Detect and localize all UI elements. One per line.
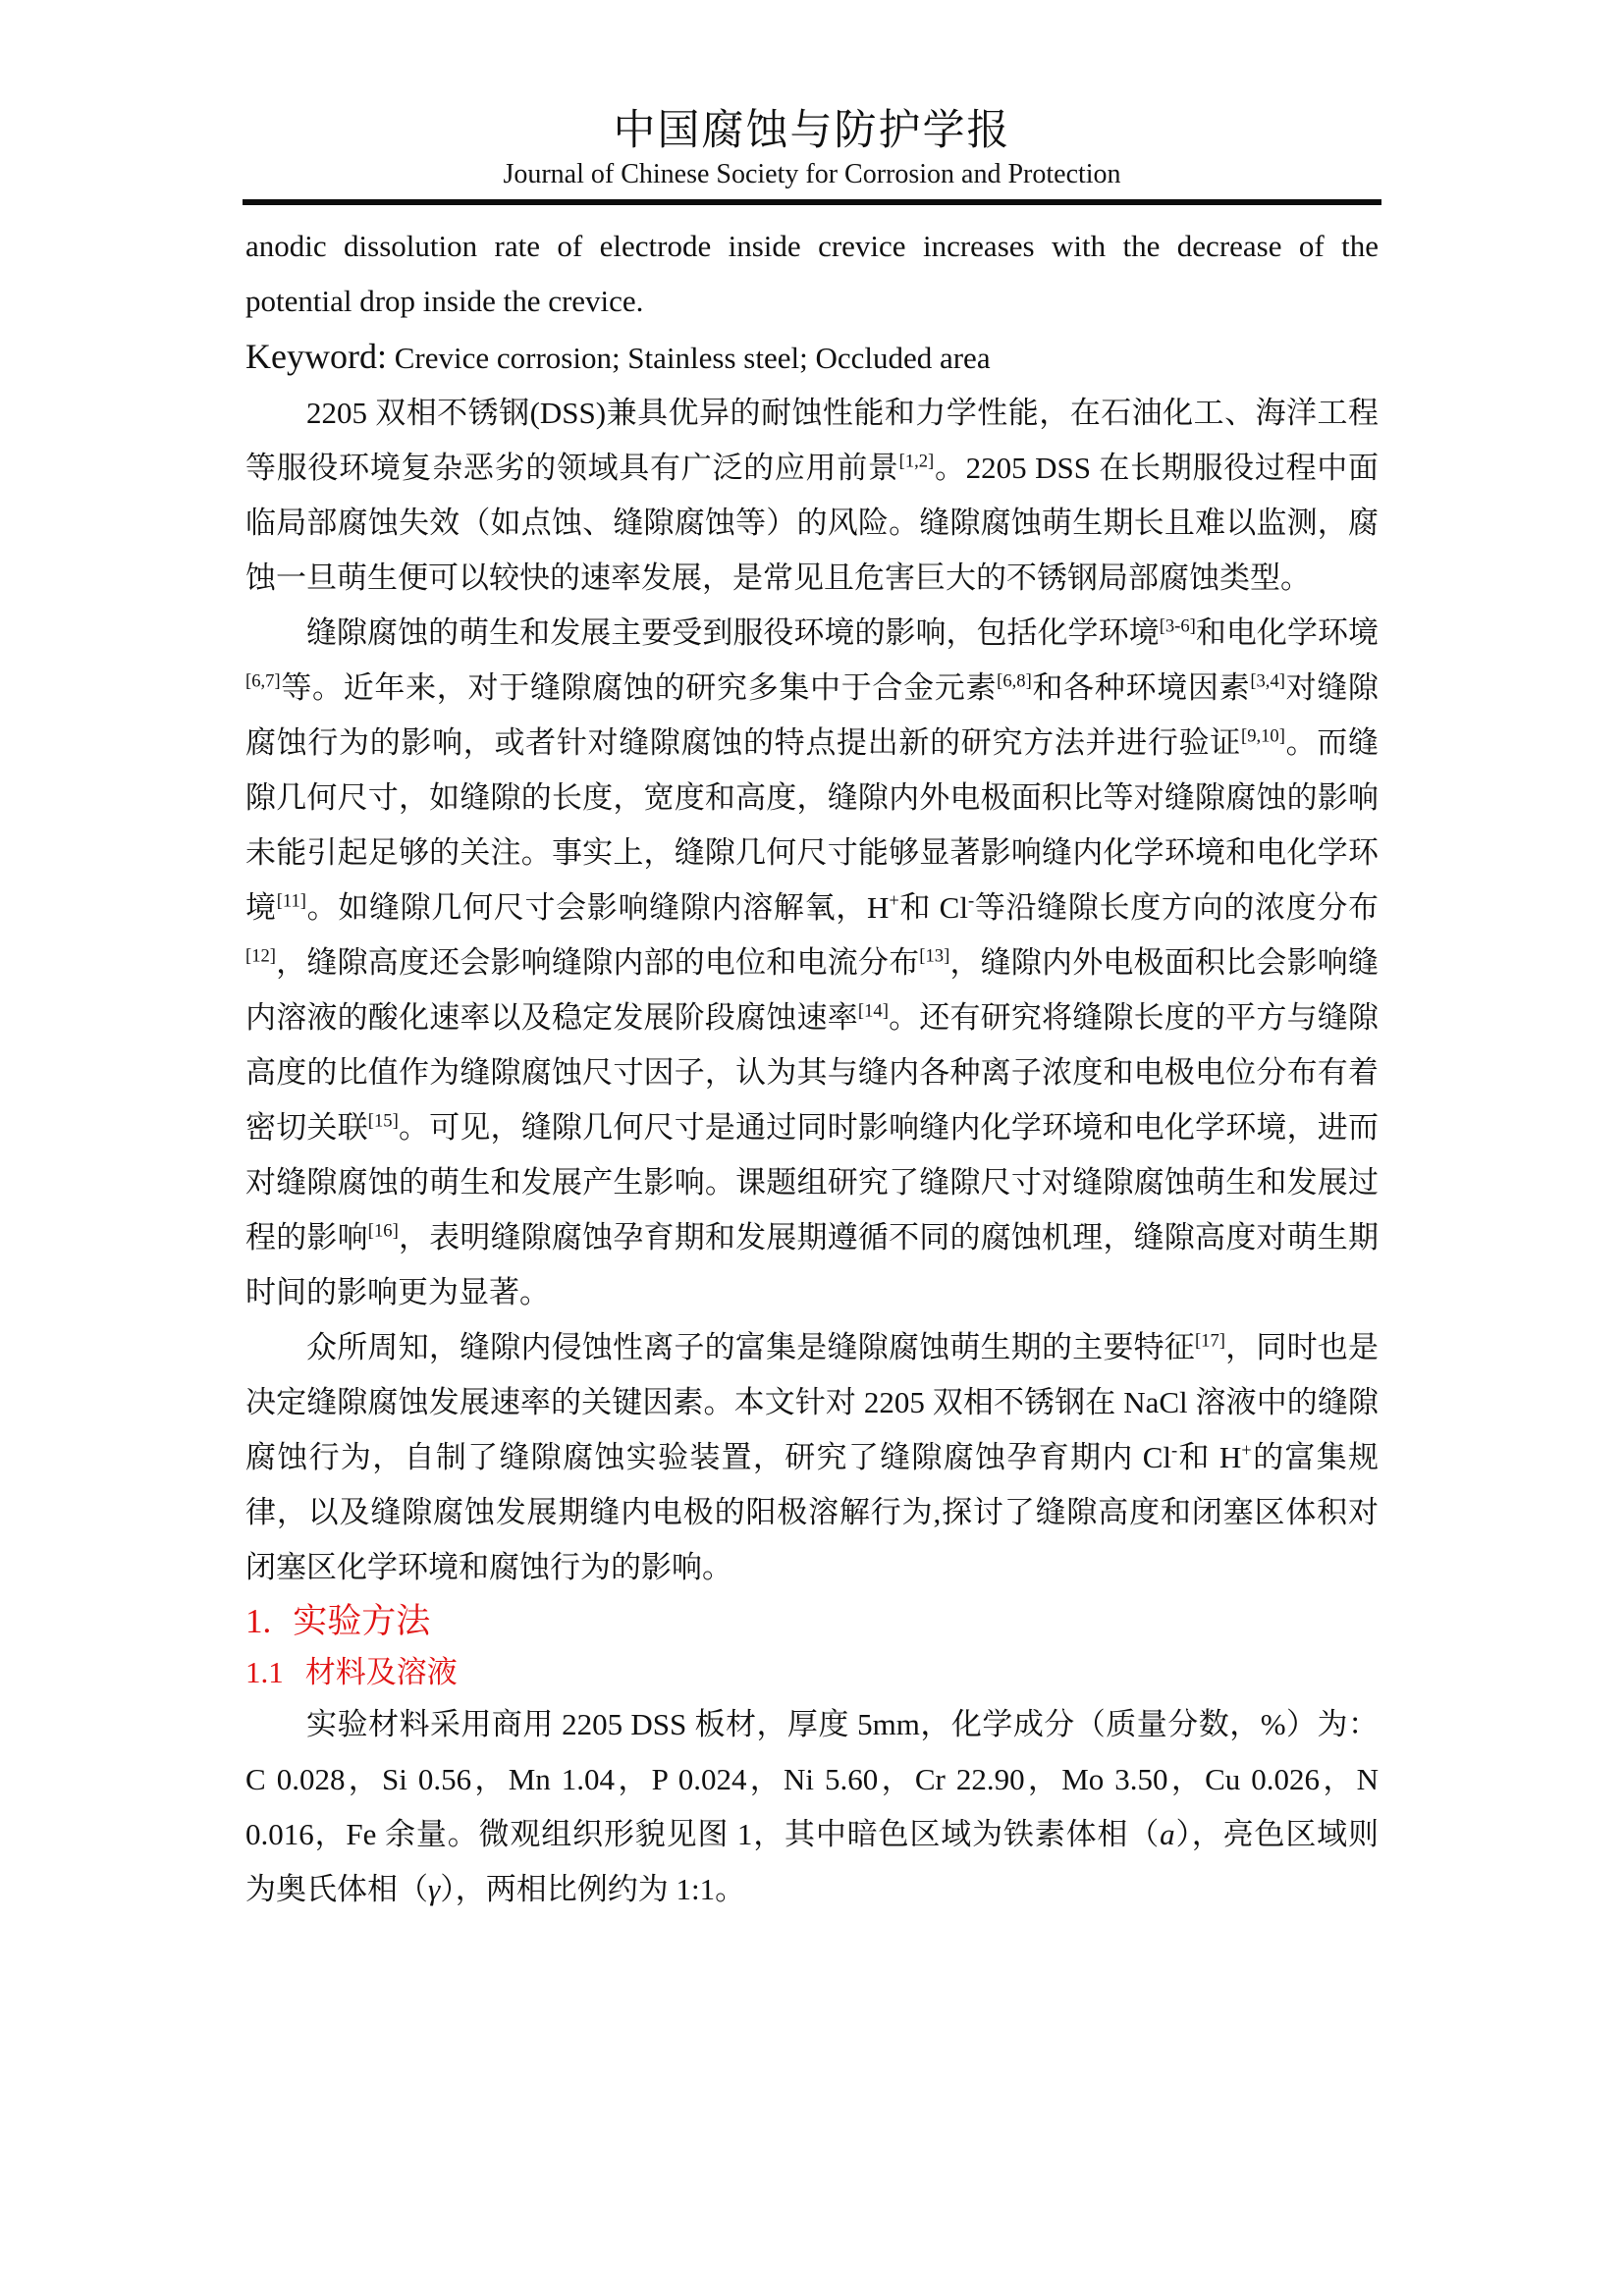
paragraph-materials: 实验材料采用商用 2205 DSS 板材，厚度 5mm，化学成分（质量分数，%）为：C 0.028，Si 0.56，Mn 1.04，P 0.024，Ni 5.60，Cr 22.90，Mo 3.50，Cu 0.026，N 0.016，Fe 余量。微观组织形貌见图 1，其中暗色区域为铁素体相（a），亮色区域则为奥氏体相（γ），两相比例约为 1:1。 <box>245 1707 1380 1906</box>
journal-header <box>0 0 1624 205</box>
section-heading-1-1-title: 材料及溶液 <box>304 1655 458 1689</box>
keyword-label: Keyword: <box>245 337 387 376</box>
section-heading-1 <box>245 1595 1379 1648</box>
section-heading-1-title: 实验方法 <box>293 1602 431 1640</box>
journal-title-en: Journal of Chinese Society for Corrosion and Protection <box>503 159 1121 189</box>
header-rule <box>243 199 1381 205</box>
abstract-tail-text: anodic dissolution rate of electrode inside crevice increases with the decrease of the potential drop inside the crevice. <box>245 229 1379 318</box>
keyword-line <box>245 329 1379 386</box>
section-heading-1-1-number: 1.1 <box>245 1655 284 1689</box>
section-heading-1-number: 1. <box>245 1602 272 1640</box>
paragraph-intro-2: 缝隙腐蚀的萌生和发展主要受到服役环境的影响，包括化学环境[3-6]和电化学环境[6,7]等。近年来，对于缝隙腐蚀的研究多集中于合金元素[6,8]和各种环境因素[3,4]对缝隙腐蚀行为的影响，或者针对缝隙腐蚀的特点提出新的研究方法并进行验证[9,10]。而缝隙几何尺寸，如缝隙的长度，宽度和高度，缝隙内外电极面积比等对缝隙腐蚀的影响未能引起足够的关注。事实上，缝隙几何尺寸能够显著影响缝内化学环境和电化学环境[11]。如缝隙几何尺寸会影响缝隙内溶解氧，H+和 Cl-等沿缝隙长度方向的浓度分布[12]，缝隙高度还会影响缝隙内部的电位和电流分布[13]，缝隙内外电极面积比会影响缝内溶液的酸化速率以及稳定发展阶段腐蚀速率[14]。还有研究将缝隙长度的平方与缝隙高度的比值作为缝隙腐蚀尺寸因子，认为其与缝内各种离子浓度和电极电位分布有着密切关联[15]。可见，缝隙几何尺寸是通过同时影响缝内化学环境和电化学环境，进而对缝隙腐蚀的萌生和发展产生影响。课题组研究了缝隙尺寸对缝隙腐蚀萌生和发展过程的影响[16]，表明缝隙腐蚀孕育期和发展期遵循不同的腐蚀机理，缝隙高度对萌生期时间的影响更为显著。 <box>245 615 1380 1309</box>
keyword-value: Crevice corrosion; Stainless steel; Occluded area <box>394 341 991 375</box>
paragraph-intro-3: 众所周知，缝隙内侵蚀性离子的富集是缝隙腐蚀萌生期的主要特征[17]，同时也是决定缝隙腐蚀发展速率的关键因素。本文针对 2205 双相不锈钢在 NaCl 溶液中的缝隙腐蚀行为，自制了缝隙腐蚀实验装置，研究了缝隙腐蚀孕育期内 Cl-和 H+的富集规律，以及缝隙腐蚀发展期缝内电极的阳极溶解行为,探讨了缝隙高度和闭塞区体积对闭塞区化学环境和腐蚀行为的影响。 <box>245 1330 1380 1584</box>
section-heading-1-1 <box>245 1648 1379 1697</box>
journal-title-zh: 中国腐蚀与防护学报 <box>613 108 1011 154</box>
paragraph-intro-1: 2205 双相不锈钢(DSS)兼具优异的耐蚀性能和力学性能，在石油化工、海洋工程等服役环境复杂恶劣的领域具有广泛的应用前景[1,2]。2205 DSS 在长期服役过程中面临局部腐蚀失效（如点蚀、缝隙腐蚀等）的风险。缝隙腐蚀萌生期长且难以监测，腐蚀一旦萌生便可以较快的速率发展，是常见且危害巨大的不锈钢局部腐蚀类型。 <box>245 396 1379 595</box>
page-body <box>245 219 1379 1917</box>
